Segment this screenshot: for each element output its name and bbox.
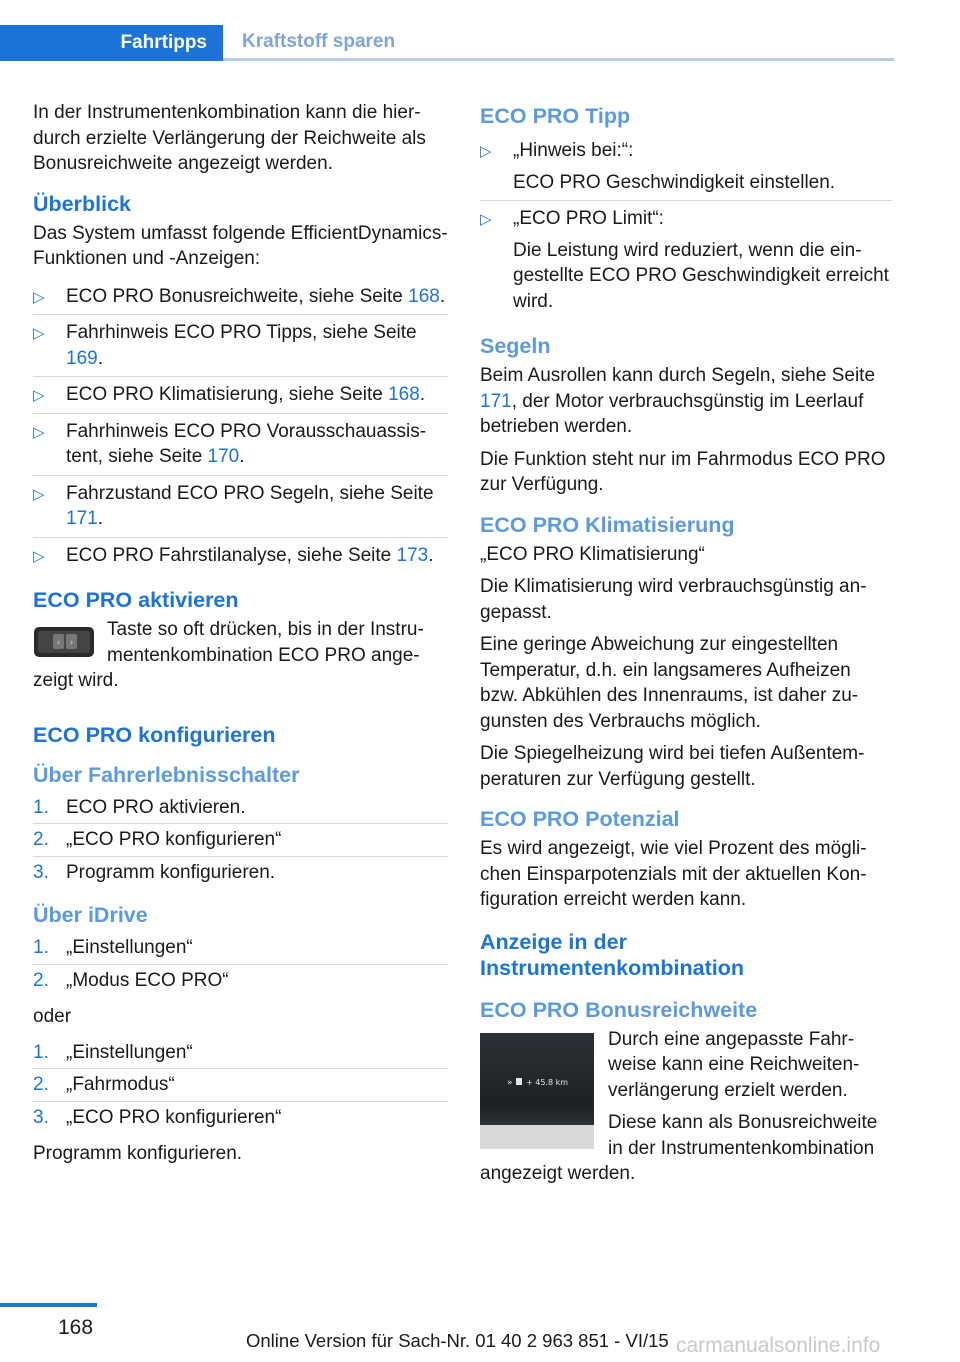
clima-p1: „ECO PRO Klimatisierung“	[480, 543, 705, 565]
intro-paragraph: In der Instrumentenkombination kann die hierdurch erzielte Verlängerung der Reichweite als Bonusreichweite angezeigt werden.	[33, 102, 426, 174]
svg-text:»: »	[507, 1077, 513, 1088]
sail-text: Beim Ausrollen kann durch Segeln, siehe Seite 171, der Motor verbrauchsgünstig im Leerlauf betrieben werden.	[480, 365, 876, 437]
page-number: 168	[58, 1316, 94, 1339]
tab-kraftstoff-sparen[interactable]: Kraftstoff sparen	[223, 25, 894, 61]
page-link[interactable]: 170	[207, 446, 240, 467]
triangle-bullet-icon: ▷	[480, 143, 492, 160]
triangle-bullet-icon: ▷	[480, 211, 492, 228]
bonus-p2: Diese kann als Bonusreichweite in der Instrumentenkombination angezeigt werden.	[480, 1112, 878, 1184]
activate-text: Taste so oft drücken, bis in der Instrumentenkombination ECO PRO angezeigt wird.	[33, 619, 424, 691]
list-item: 3. Programm konfigurieren.	[33, 861, 276, 883]
page-link[interactable]: 168	[408, 285, 440, 307]
list-item: ▷ „Hinweis bei:“: ECO PRO Geschwindigkeit einstellen.	[480, 133, 892, 201]
heading-eco-pro-bonusreichweite: ECO PRO Bonusreichweite	[480, 997, 758, 1022]
page-link[interactable]: 171	[480, 390, 512, 412]
svg-text:›: ›	[69, 638, 74, 648]
overview-list	[33, 279, 448, 574]
instrument-cluster-display-image	[480, 1033, 594, 1149]
heading-eco-pro-tipp: ECO PRO Tipp	[480, 104, 631, 128]
heading-ueberblick: Überblick	[33, 191, 131, 216]
tab-fahrtipps[interactable]: Fahrtipps	[0, 25, 223, 61]
idrive-steps-a	[33, 932, 448, 996]
oder-text: oder	[33, 1006, 72, 1027]
list-item: ▷ Fahrhinweis ECO PRO Tipps, siehe Seite 169.	[33, 315, 448, 377]
list-item: ▷ ECO PRO Fahrstilanalyse, siehe Seite 173.	[33, 538, 448, 574]
list-item: ▷ ECO PRO Bonusreichweite, siehe Seite 168.	[33, 279, 448, 316]
triangle-bullet-icon: ▷	[33, 423, 45, 441]
range-readout: + 45.8 km	[526, 1077, 569, 1087]
clima-p4: Die Spiegelheizung wird bei tiefen Außentemperaturen zur Verfügung gestellt.	[480, 743, 865, 790]
list-item: 1. „Einstellungen“	[33, 932, 448, 965]
page-link[interactable]: 173	[396, 544, 429, 566]
heading-ueber-idrive: Über iDrive	[33, 903, 148, 927]
overview-text: Das System umfasst folgende EfficientDynamics-Funktionen und -Anzeigen:	[33, 222, 448, 269]
watermark-logo: carmanualsonline.info	[676, 1334, 881, 1357]
footer-accent-bar	[0, 1303, 97, 1307]
page-link[interactable]: 168	[388, 384, 420, 405]
heading-eco-pro-klimatisierung: ECO PRO Klimatisierung	[480, 512, 735, 537]
right-column	[480, 100, 892, 1194]
bonus-p1: Durch eine angepasste Fahrweise kann eine Reichweitenverlängerung erzielt werden.	[608, 1028, 860, 1101]
heading-ueber-fahrerlebnisschalter: Über Fahrerlebnisschalter	[33, 762, 300, 787]
activate-section	[33, 617, 448, 694]
sail-text-2: Die Funktion steht nur im Fahrmodus ECO PRO zur Verfügung.	[480, 448, 886, 495]
svg-text:‹: ‹	[56, 638, 61, 648]
idrive-steps-b	[33, 1037, 448, 1134]
triangle-bullet-icon: ▷	[33, 387, 45, 404]
potential-text: Es wird angezeigt, wie viel Prozent des möglichen Einsparpotenzials mit der aktuellen Konfiguration erreicht werden kann.	[480, 838, 867, 910]
heading-segeln: Segeln	[480, 334, 551, 358]
left-column	[33, 100, 448, 1174]
heading-eco-pro-konfigurieren: ECO PRO konfigurieren	[33, 722, 276, 747]
clima-p2: Die Klimatisierung wird verbrauchsgünstig angepasst.	[480, 576, 867, 623]
page-link[interactable]: 169	[66, 347, 98, 369]
triangle-bullet-icon: ▷	[33, 485, 45, 503]
online-version-text: Online Version für Sach-Nr. 01 40 2 963 851 - VI/15	[246, 1330, 669, 1351]
switch-steps	[33, 792, 448, 889]
heading-anzeige-instrumentenkombination: Anzeige in der Instrumentenkombination	[480, 929, 744, 980]
list-item: 1. ECO PRO aktivieren.	[33, 792, 448, 825]
idrive-end-text: Programm konfigurieren.	[33, 1143, 243, 1164]
tip-list	[480, 133, 892, 319]
page-header	[0, 25, 894, 61]
list-item: 2. „Modus ECO PRO“	[33, 969, 229, 991]
triangle-bullet-icon: ▷	[33, 325, 45, 342]
list-item: 2. „ECO PRO konfigurieren“	[33, 824, 448, 857]
list-item: 3. „ECO PRO konfigurieren“	[33, 1106, 282, 1128]
triangle-bullet-icon: ▷	[33, 547, 45, 565]
list-item: 1. „Einstellungen“	[33, 1037, 448, 1070]
bonus-section	[480, 1027, 892, 1187]
list-item: ▷ „ECO PRO Limit“: Die Leistung wird reduziert, wenn die eingestellte ECO PRO Geschwindigkeit erreicht wird.	[480, 208, 889, 312]
list-item: ▷ Fahrhinweis ECO PRO Vorausschauassistent, siehe Seite 170.	[33, 414, 448, 476]
list-item: ▷ Fahrzustand ECO PRO Segeln, siehe Seite 171.	[33, 476, 448, 538]
list-item: ▷ ECO PRO Klimatisierung, siehe Seite 168.	[33, 377, 448, 414]
driving-experience-switch-icon	[33, 625, 95, 659]
heading-eco-pro-aktivieren: ECO PRO aktivieren	[33, 588, 239, 612]
list-item: 2. „Fahrmodus“	[33, 1069, 448, 1102]
page-link[interactable]: 171	[66, 508, 98, 529]
triangle-bullet-icon: ▷	[33, 288, 45, 306]
heading-eco-pro-potenzial: ECO PRO Potenzial	[480, 807, 680, 831]
clima-p3: Eine geringe Abweichung zur eingestellten Temperatur, d.h. ein langsameres Aufheizen bzw. Abkühlen des Innenraums, ist daher zugunsten des Verbrauchs möglich.	[480, 634, 859, 732]
